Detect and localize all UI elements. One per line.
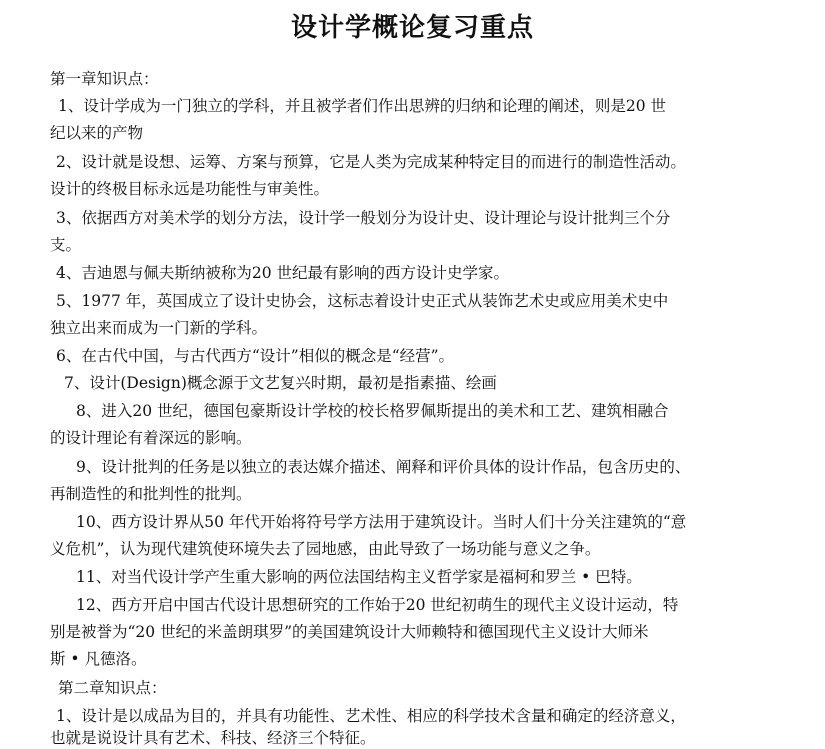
section-heading-chapter-1: 第一章知识点： xyxy=(50,70,159,88)
point-9-line-1: 9、设计批判的任务是以独立的表达媒介描述、阐释和评价具体的设计作品，包含历史的、 xyxy=(76,458,691,476)
point-6-line-1: 6、在古代中国，与古代西方“设计”相似的概念是“经营”。 xyxy=(56,347,455,365)
point-2-line-1: 2、设计就是设想、运筹、方案与预算，它是人类为完成某种特定目的而进行的制造性活动。 xyxy=(56,153,686,171)
point-9-line-2: 再制造性的和批判性的批判。 xyxy=(50,485,252,503)
point-8-line-1: 8、进入20 世纪，德国包豪斯设计学校的校长格罗佩斯提出的美术和工艺、建筑相融合 xyxy=(76,402,669,420)
point-5-line-2: 独立出来而成为一门新的学科。 xyxy=(50,319,268,337)
point-3-line-1: 3、依据西方对美术学的划分方法，设计学一般划分为设计史、设计理论与设计批判三个分 xyxy=(56,209,671,227)
point-8-line-2: 的设计理论有着深远的影响。 xyxy=(50,429,252,447)
point-7-line-1: 7、设计(Design)概念源于文艺复兴时期，最初是指素描、绘画 xyxy=(64,374,497,392)
ch2-point-1-line-1: 1、设计是以成品为目的，并具有功能性、艺术性、相应的科学技术含量和确定的经济意义， xyxy=(56,707,686,725)
point-12-line-3: 斯 • 凡德洛。 xyxy=(50,650,147,668)
point-1-line-1: 1、设计学成为一门独立的学科，并且被学者们作出思辨的归纳和论理的阐述，则是20 世 xyxy=(58,97,667,115)
ch2-point-1-line-2: 也就是说设计具有艺术、科技、经济三个特征。 xyxy=(50,729,376,747)
point-5-line-1: 5、1977 年，英国成立了设计史协会，这标志着设计史正式从装饰艺术史或应用美术史中 xyxy=(56,292,669,310)
point-4-line-1: 4、吉迪恩与佩夫斯纳被称为20 世纪最有影响的西方设计史学家。 xyxy=(56,264,510,282)
point-10-line-2: 义危机”，认为现代建筑使环境失去了园地感，由此导致了一场功能与意义之争。 xyxy=(50,540,601,558)
point-11-line-1: 11、对当代设计学产生重大影响的两位法国结构主义哲学家是福柯和罗兰 • 巴特。 xyxy=(76,568,642,586)
section-heading-chapter-2: 第二章知识点： xyxy=(58,679,167,697)
point-10-line-1: 10、西方设计界从50 年代开始将符号学方法用于建筑设计。当时人们十分关注建筑的“意 xyxy=(76,513,687,531)
page-title: 设计学概论复习重点 xyxy=(290,13,534,43)
point-12-line-2: 别是被誉为“20 世纪的米盖朗琪罗”的美国建筑设计大师赖特和德国现代主义设计大师米 xyxy=(50,623,649,641)
point-3-line-2: 支。 xyxy=(50,236,82,254)
point-2-line-2: 设计的终极目标永远是功能性与审美性。 xyxy=(50,180,330,198)
point-12-line-1: 12、西方开启中国古代设计思想研究的工作始于20 世纪初萌生的现代主义设计运动，特 xyxy=(76,596,679,614)
point-1-line-2: 纪以来的产物 xyxy=(50,124,144,142)
